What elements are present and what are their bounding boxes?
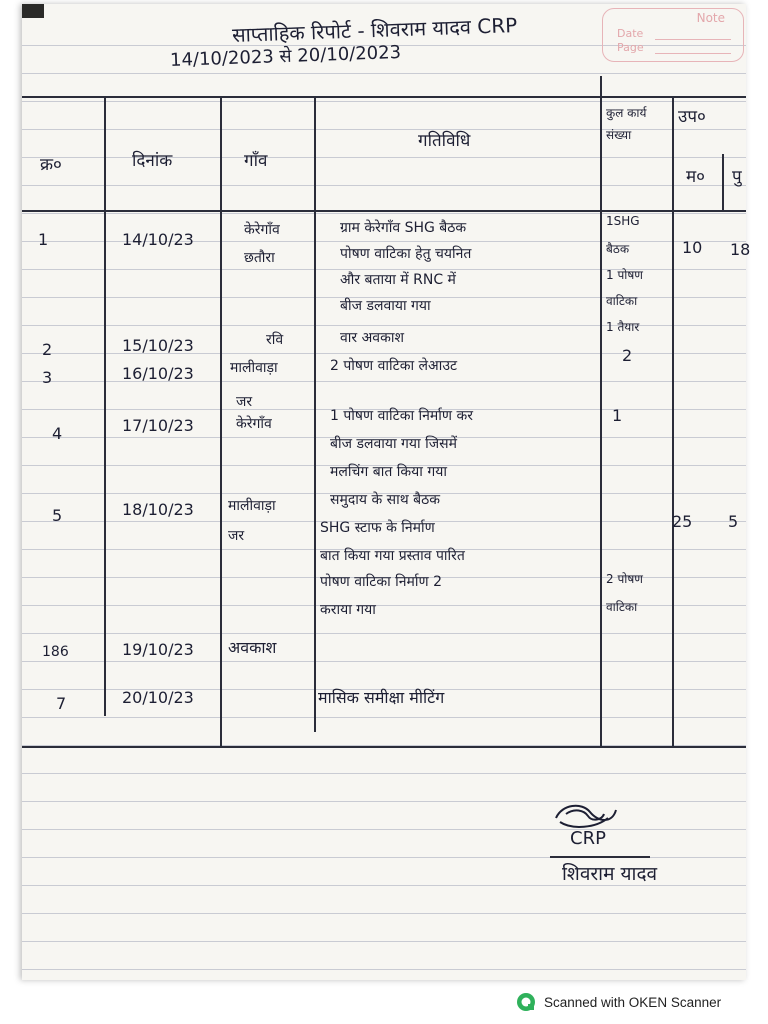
row1-count-line2: बैठक [606,242,630,256]
date-range: 14/10/2023 से 20/10/2023 [169,41,402,72]
row1-date: 14/10/23 [122,230,194,249]
row5-activity-line1: समुदाय के साथ बैठक [330,492,441,508]
table-header-border [22,210,746,212]
row2-village: रवि [266,332,284,348]
signature-role: CRP [570,828,606,849]
row1-count-line1: 1SHG [606,214,640,228]
row3-activity: 2 पोषण वाटिका लेआउट [330,358,458,374]
row6-date: 19/10/23 [122,640,194,659]
row4-activity-line2: बीज डलवाया गया जिसमें [330,436,457,452]
row1-serial: 1 [38,230,49,249]
row2-date: 15/10/23 [122,336,194,355]
row5-activity-line5: कराया गया [320,602,376,618]
row5-male: 25 [672,512,693,531]
row2-serial: 2 [42,340,53,359]
column-divider-village [314,96,316,732]
row4-activity-line3: मलचिंग बात किया गया [330,464,447,480]
row3-serial: 3 [42,368,53,387]
scanner-text: Scanned with OKEN Scanner [544,994,722,1010]
row5-serial: 5 [52,506,63,525]
column-divider-activity [600,76,602,748]
row5-female: 5 [728,512,739,531]
row5-activity-line2: SHG स्टाफ के निर्माण [320,520,435,536]
table-top-border [22,96,746,98]
dark-corner [22,4,44,18]
column-divider-date [220,96,222,748]
column-divider-count [672,96,674,748]
row3-date: 16/10/23 [122,364,194,383]
notebook-stamp [602,8,744,62]
column-divider-serial [104,96,106,716]
row1-count-line4: वाटिका [606,294,638,308]
stamp-page-label: Page [617,41,644,54]
stamp-date-line [655,39,731,40]
row3-village: मालीवाड़ा [230,360,278,376]
row4-serial: 4 [52,424,63,443]
stamp-page-line [655,53,731,54]
row3-count: 2 [622,346,633,365]
row5-count-line2: वाटिका [606,600,638,614]
row1-activity-line3: और बताया में RNC में [340,272,456,288]
row1-activity-line2: पोषण वाटिका हेतु चयनित [340,246,472,262]
row5-village-line1: मालीवाड़ा [228,498,276,514]
header-count: कुल कार्य संख्या [606,106,647,142]
row1-activity-line4: बीज डलवाया गया [340,298,431,314]
header-date: दिनांक [132,151,173,171]
row4-village-line2: केरेगाँव [236,416,272,432]
scanner-watermark [516,992,721,1012]
row1-female: 18 [730,240,751,259]
row1-count-line5: 1 तैयार [606,320,640,334]
header-up: उप० [678,107,706,127]
row2-activity: वार अवकाश [340,330,404,346]
header-village: गाँव [244,151,268,171]
row5-count-line1: 2 पोषण [606,572,643,586]
report-title: साप्ताहिक रिपोर्ट - शिवराम यादव CRP [231,13,518,47]
stamp-date-label: Date [617,27,644,40]
row6-serial: 186 [42,644,69,660]
oken-scanner-icon [516,992,536,1012]
row4-village-line1: जर [236,394,253,410]
row5-activity-line3: बात किया गया प्रस्ताव पारित [320,548,465,564]
row6-village: अवकाश [228,638,277,657]
row5-date: 18/10/23 [122,500,194,519]
row1-activity-line1: ग्राम केरेगाँव SHG बैठक [340,220,467,236]
row1-male: 10 [682,238,703,257]
row1-count-line3: 1 पोषण [606,268,643,282]
row4-date: 17/10/23 [122,416,194,435]
row7-date: 20/10/23 [122,688,194,707]
header-activity: गतिविधि [418,131,471,151]
row4-count: 1 [612,406,623,425]
table-bottom-border [22,746,746,748]
header-serial: क्र० [40,155,62,175]
column-divider-male [722,154,724,210]
signature-underline [550,856,650,858]
row7-serial: 7 [56,694,67,713]
row1-village-line1: केरेगाँव [244,222,280,238]
stamp-brand: Note [696,11,725,25]
row4-activity-line1: 1 पोषण वाटिका निर्माण कर [330,408,473,424]
row7-activity: मासिक समीक्षा मीटिंग [318,688,445,707]
row5-activity-line4: पोषण वाटिका निर्माण 2 [320,574,443,590]
signature-name: शिवराम यादव [562,863,658,885]
row1-village-line2: छतौरा [244,250,275,266]
header-male: म० [686,167,706,187]
header-female: पु [732,167,742,187]
notebook-page [22,4,751,980]
row5-village-line2: जर [228,528,245,544]
